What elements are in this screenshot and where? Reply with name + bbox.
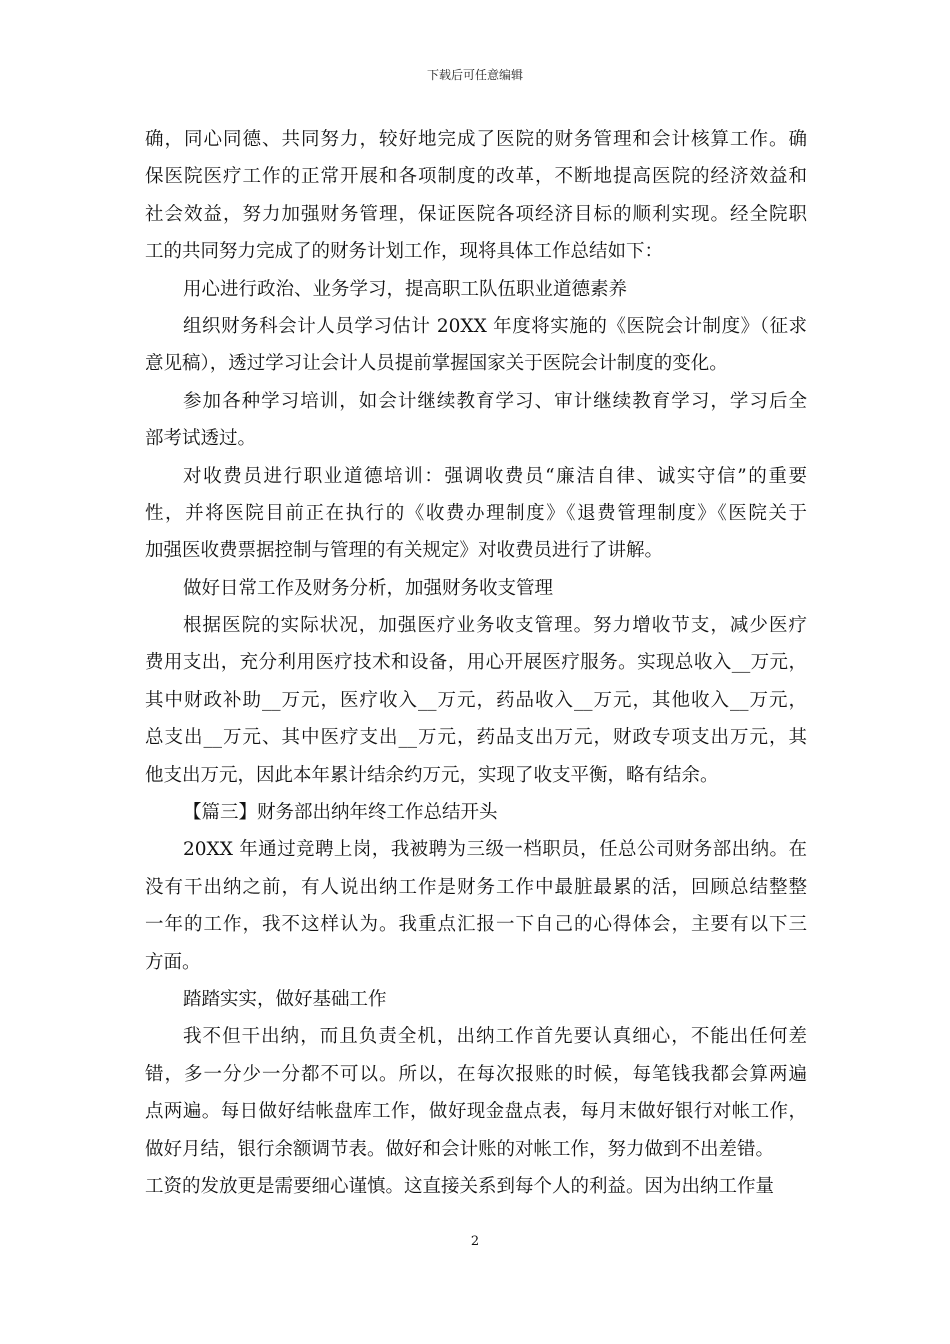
paragraph-line: 确，同心同德、共同努力，较好地完成了医院的财务管理和会计核算工作。确 xyxy=(145,129,807,150)
paragraph-line: 方面。 xyxy=(145,951,201,973)
paragraph-line: 工的共同努力完成了的财务计划工作，现将具体工作总结如下： xyxy=(145,241,664,263)
paragraph-line: 工资的发放更是需要细心谨慎。这直接关系到每个人的利益。因为出纳工作量 xyxy=(145,1175,775,1197)
paragraph-line: 做好月结，银行余额调节表。做好和会计账的对帐工作，努力做到不出差错。 xyxy=(145,1138,775,1160)
paragraph-line: 加强医收费票据控制与管理的有关规定》对收费员进行了讲解。 xyxy=(145,540,664,562)
section-heading: 做好日常工作及财务分析，加强财务收支管理 xyxy=(183,577,554,599)
paragraph-line: 社会效益，努力加强财务管理，保证医院各项经济目标的顺利实现。经全院职 xyxy=(145,203,807,225)
paragraph-line: 参加各种学习培训，如会计继续教育学习、审计继续教育学习，学习后全 xyxy=(183,390,807,412)
paragraph-line: 他支出万元，因此本年累计结余约万元，实现了收支平衡，略有结余。 xyxy=(145,764,719,786)
document-body xyxy=(145,121,807,1205)
paragraph-line: 没有干出纳之前，有人说出纳工作是财务工作中最脏最累的活，回顾总结整整 xyxy=(145,876,807,898)
paragraph-line: 意见稿），透过学习让会计人员提前掌握国家关于医院会计制度的变化。 xyxy=(145,353,728,375)
paragraph-line: 20XX 年通过竞聘上岗，我被聘为三级一档职员，任总公司财务部出纳。在 xyxy=(183,839,807,861)
paragraph-line: 其中财政补助__万元，医疗收入__万元，药品收入__万元，其他收入__万元， xyxy=(145,689,807,711)
section-heading: 踏踏实实，做好基础工作 xyxy=(183,988,387,1010)
page-number: 2 xyxy=(470,1234,480,1249)
paragraph-line: 根据医院的实际状况，加强医疗业务收支管理。努力增收节支，减少医疗 xyxy=(183,615,807,637)
paragraph-line: 性，并将医院目前正在执行的《收费办理制度》《退费管理制度》《医院关于 xyxy=(145,502,807,524)
paragraph-line: 组织财务科会计人员学习估计 20XX 年度将实施的《医院会计制度》（征求 xyxy=(183,315,807,337)
section-heading: 用心进行政治、业务学习，提高职工队伍职业道德素养 xyxy=(183,278,628,300)
paragraph-line: 保医院医疗工作的正常开展和各项制度的改革，不断地提高医院的经济效益和 xyxy=(145,166,807,188)
paragraph-line: 点两遍。每日做好结帐盘库工作，做好现金盘点表，每月末做好银行对帐工作， xyxy=(145,1101,807,1123)
paragraph-line: 对收费员进行职业道德培训：强调收费员“廉洁自律、诚实守信”的重要 xyxy=(183,465,807,487)
page-header: 下载后可任意编辑 xyxy=(426,68,523,82)
section-title: 【篇三】财务部出纳年终工作总结开头 xyxy=(183,802,498,824)
paragraph-line: 错，多一分少一分都不可以。所以，在每次报账的时候，每笔钱我都会算两遍 xyxy=(145,1063,807,1085)
paragraph-line: 费用支出，充分利用医疗技术和设备，用心开展医疗服务。实现总收入__万元， xyxy=(145,652,807,674)
paragraph-line: 总支出__万元、其中医疗支出__万元，药品支出万元，财政专项支出万元，其 xyxy=(145,727,807,749)
paragraph-line: 一年的工作，我不这样认为。我重点汇报一下自己的心得体会，主要有以下三 xyxy=(145,914,807,936)
paragraph-line: 我不但干出纳，而且负责全机，出纳工作首先要认真细心，不能出任何差 xyxy=(183,1026,807,1048)
paragraph-line: 部考试透过。 xyxy=(145,428,257,450)
